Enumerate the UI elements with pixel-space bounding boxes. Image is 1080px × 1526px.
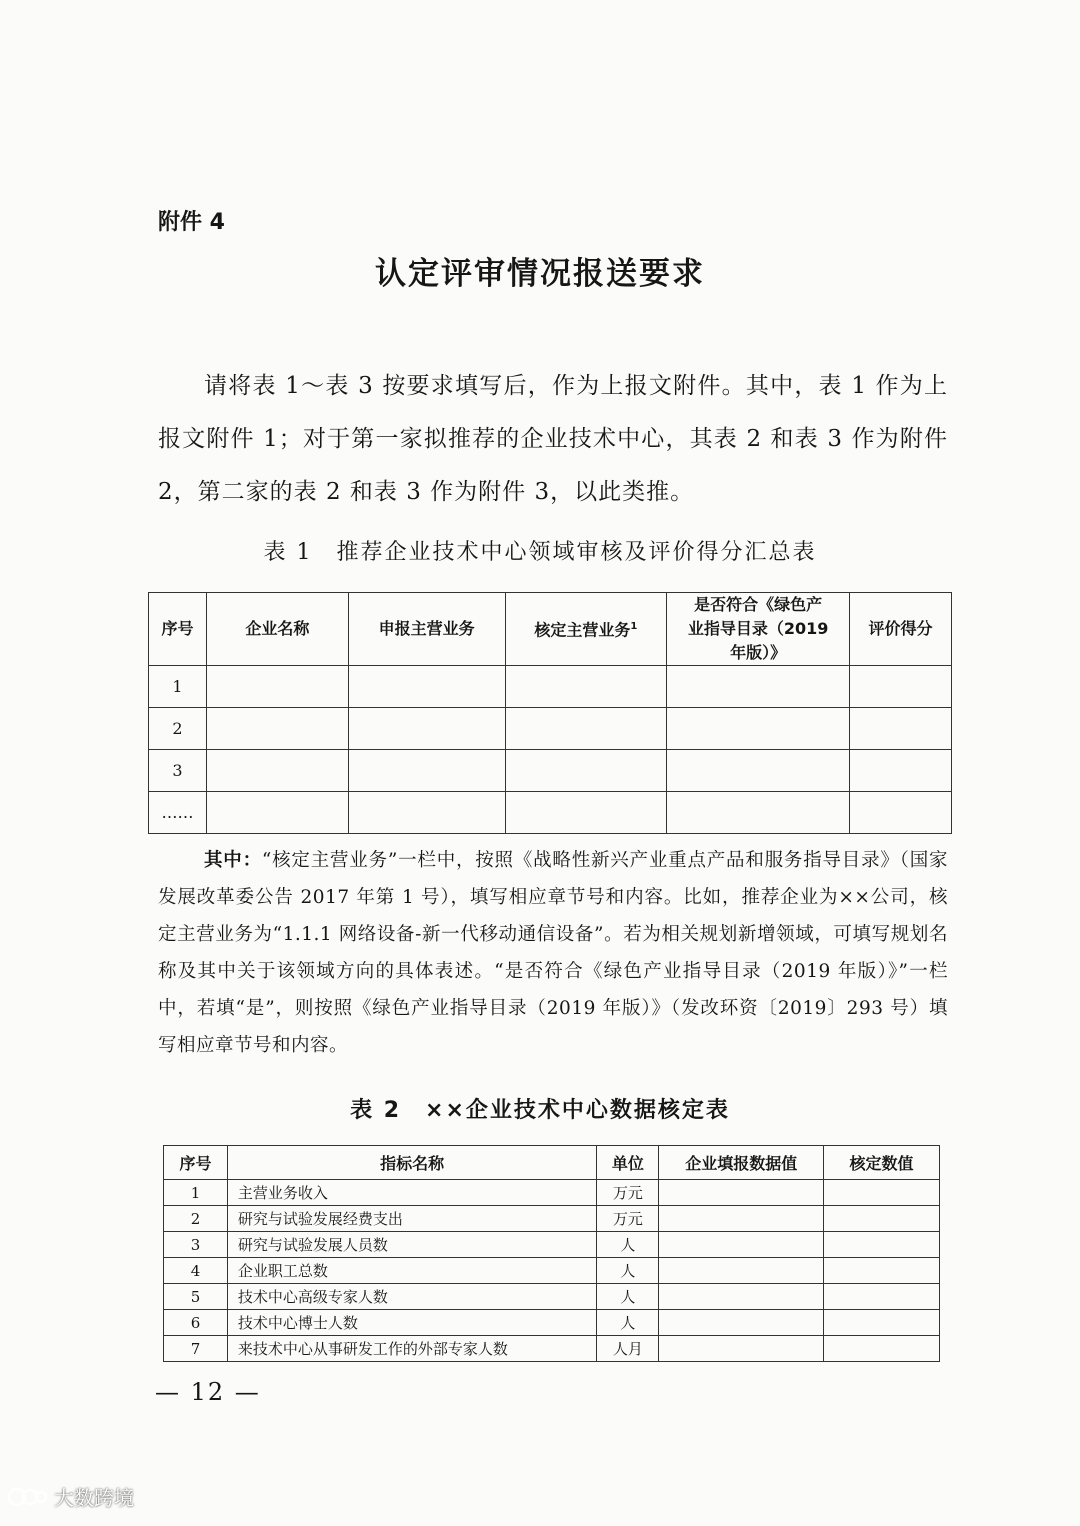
table2-blank-cell	[659, 1284, 824, 1310]
table1-blank-cell	[505, 750, 667, 792]
table2-data	[163, 1145, 940, 1362]
table2-unit-cell: 万元	[597, 1206, 659, 1232]
table1-seq-cell: 3	[149, 750, 207, 792]
table1-blank-cell	[850, 666, 952, 708]
table1-blank-cell	[206, 708, 348, 750]
table1-header-seq: 序号	[149, 593, 207, 666]
page-number: — 12 —	[155, 1378, 261, 1406]
table-row	[164, 1310, 940, 1336]
table2-header-name: 指标名称	[227, 1146, 596, 1180]
table2-seq-cell: 4	[164, 1258, 228, 1284]
table2-seq-cell: 3	[164, 1232, 228, 1258]
table1-blank-cell	[206, 666, 348, 708]
table2-header-unit: 单位	[597, 1146, 659, 1180]
table1-seq-cell: 1	[149, 666, 207, 708]
table1-blank-cell	[505, 792, 667, 834]
table-row	[164, 1180, 940, 1206]
table2-name-cell: 研究与试验发展人员数	[227, 1232, 596, 1258]
table1-seq-cell: ……	[149, 792, 207, 834]
table2-blank-cell	[824, 1258, 940, 1284]
table-row	[164, 1232, 940, 1258]
table1-caption: 表 1 推荐企业技术中心领域审核及评价得分汇总表	[263, 540, 817, 565]
table-row	[149, 792, 952, 834]
table2-header-row	[164, 1146, 940, 1180]
table1-blank-cell	[348, 666, 505, 708]
table2-name-cell: 研究与试验发展经费支出	[227, 1206, 596, 1232]
table1-blank-cell	[206, 792, 348, 834]
table1-blank-cell	[850, 792, 952, 834]
footnote-marker: 1	[630, 621, 638, 633]
table1-blank-cell	[667, 708, 850, 750]
table2-header-verified: 核定数值	[824, 1146, 940, 1180]
table2-blank-cell	[659, 1232, 824, 1258]
table1-blank-cell	[505, 666, 667, 708]
table2-seq-cell: 2	[164, 1206, 228, 1232]
table1-header-verified-label: 核定主营业务	[534, 620, 631, 640]
table2-header-reported: 企业填报数据值	[659, 1146, 824, 1180]
table2-blank-cell	[659, 1180, 824, 1206]
table1-blank-cell	[348, 750, 505, 792]
table1-header-verified	[505, 593, 667, 666]
table2-caption: 表 2 ××企业技术中心数据核定表	[350, 1098, 730, 1123]
table2-blank-cell	[824, 1206, 940, 1232]
watermark-text: 大数跨境	[54, 1486, 134, 1510]
table1-header-row	[149, 593, 952, 666]
attachment-label: 附件 4	[158, 210, 225, 235]
intro-paragraph: 请将表 1～表 3 按要求填写后，作为上报文附件。其中，表 1 作为上报文附件 1；对于第一家拟推荐的企业技术中心，其表 2 和表 3 作为附件 2，第二家的表 2 和表 3 作为附件 3，以此类推。	[158, 373, 948, 505]
table2-unit-cell: 人	[597, 1232, 659, 1258]
table1-header-green: 是否符合《绿色产业指导目录（2019年版）》	[667, 593, 850, 666]
table1-blank-cell	[850, 750, 952, 792]
table2-blank-cell	[824, 1310, 940, 1336]
table2-unit-cell: 人	[597, 1258, 659, 1284]
table2-name-cell: 企业职工总数	[227, 1258, 596, 1284]
table2-seq-cell: 7	[164, 1336, 228, 1362]
table2-blank-cell	[659, 1336, 824, 1362]
table2-seq-cell: 1	[164, 1180, 228, 1206]
table-row	[164, 1336, 940, 1362]
table2-blank-cell	[824, 1284, 940, 1310]
table-row	[149, 750, 952, 792]
table2-blank-cell	[824, 1336, 940, 1362]
table1-blank-cell	[667, 666, 850, 708]
note-paragraph	[158, 842, 948, 1064]
table2-unit-cell: 万元	[597, 1180, 659, 1206]
table2-name-cell: 技术中心高级专家人数	[227, 1284, 596, 1310]
table1-blank-cell	[206, 750, 348, 792]
table1-summary	[148, 592, 952, 834]
table-row	[164, 1258, 940, 1284]
table1-blank-cell	[348, 792, 505, 834]
table2-blank-cell	[659, 1258, 824, 1284]
table2-seq-cell: 5	[164, 1284, 228, 1310]
table2-blank-cell	[659, 1310, 824, 1336]
table2-seq-cell: 6	[164, 1310, 228, 1336]
table2-header-seq: 序号	[164, 1146, 228, 1180]
table2-name-cell: 来技术中心从事研发工作的外部专家人数	[227, 1336, 596, 1362]
table1-blank-cell	[505, 708, 667, 750]
table1-header-company: 企业名称	[206, 593, 348, 666]
table1-seq-cell: 2	[149, 708, 207, 750]
table1-blank-cell	[850, 708, 952, 750]
table-row	[164, 1206, 940, 1232]
watermark-logo-icon	[8, 1485, 48, 1509]
table2-name-cell: 技术中心博士人数	[227, 1310, 596, 1336]
page-title: 认定评审情况报送要求	[375, 256, 705, 292]
table2-unit-cell: 人	[597, 1284, 659, 1310]
table2-name-cell: 主营业务收入	[227, 1180, 596, 1206]
table2-blank-cell	[824, 1180, 940, 1206]
table1-blank-cell	[667, 792, 850, 834]
note-label: 其中：	[204, 850, 262, 871]
table2-blank-cell	[659, 1206, 824, 1232]
table2-unit-cell: 人	[597, 1310, 659, 1336]
table1-blank-cell	[348, 708, 505, 750]
table1-header-declared: 申报主营业务	[348, 593, 505, 666]
table-row	[149, 708, 952, 750]
watermark	[8, 1482, 134, 1511]
table2-blank-cell	[824, 1232, 940, 1258]
table1-blank-cell	[667, 750, 850, 792]
table2-unit-cell: 人月	[597, 1336, 659, 1362]
table-row	[149, 666, 952, 708]
table-row	[164, 1284, 940, 1310]
table1-header-score: 评价得分	[850, 593, 952, 666]
note-text: “核定主营业务”一栏中，按照《战略性新兴产业重点产品和服务指导目录》（国家发展改革委公告 2017 年第 1 号），填写相应章节号和内容。比如，推荐企业为××公司，核定主营业务为“1.1.1 网络设备-新一代移动通信设备”。若为相关规划新增领域，可填写规划名称及其中关于该领域方向的具体表述。“是否符合《绿色产业指导目录（2019 年版）》”一栏中，若填“是”，则按照《绿色产业指导目录（2019 年版）》（发改环资〔2019〕293 号）填写相应章节号和内容。	[158, 850, 948, 1056]
